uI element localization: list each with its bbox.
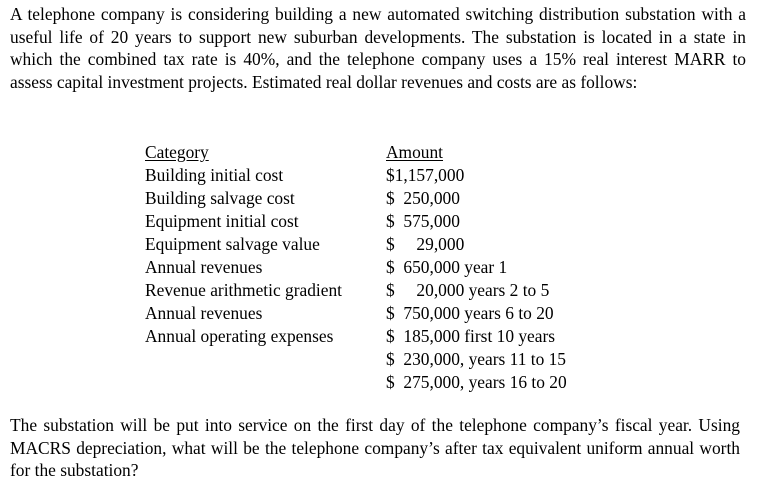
category-cell: Annual revenues	[145, 303, 263, 323]
amount-cell: $ 250,000	[386, 188, 460, 208]
amount-header: Amount	[386, 142, 444, 162]
amount-cell: $ 650,000 year 1	[386, 257, 508, 277]
category-cell: Revenue arithmetic gradient	[145, 280, 343, 300]
intro-paragraph: A telephone company is considering building a new automated switching distribution substation with a useful life of 20 years to support new suburban developments. The substation is located in a state in which the combined tax rate is 40%, and the telephone company uses a 15% real interest MARR to assess capital investment projects. Estimated real dollar revenues and costs are as follows:	[10, 4, 746, 92]
category-cell: Annual operating expenses	[145, 326, 334, 346]
question-paragraph: The substation will be put into service on the first day of the telephone company’s fiscal year. Using MACRS depreciation, what will be the telephone company’s after tax equivalent uniform annual worth for the substation?	[10, 415, 740, 481]
category-cell: Annual revenues	[145, 257, 263, 277]
amount-cell: $ 29,000	[386, 234, 465, 254]
category-header: Category	[145, 142, 209, 162]
category-cell: Building salvage cost	[145, 188, 295, 208]
amount-cell: $ 750,000 years 6 to 20	[386, 303, 554, 323]
amount-cell: $ 185,000 first 10 years	[386, 326, 556, 346]
amount-cell: $ 275,000, years 16 to 20	[386, 372, 567, 392]
amount-cell: $ 575,000	[386, 211, 460, 231]
category-cell: Equipment salvage value	[145, 234, 320, 254]
category-cell: Building initial cost	[145, 165, 284, 185]
amount-cell: $ 20,000 years 2 to 5	[386, 280, 550, 300]
category-cell: Equipment initial cost	[145, 211, 299, 231]
amount-cell: $1,157,000	[386, 165, 465, 185]
amount-cell: $ 230,000, years 11 to 15	[386, 349, 567, 369]
